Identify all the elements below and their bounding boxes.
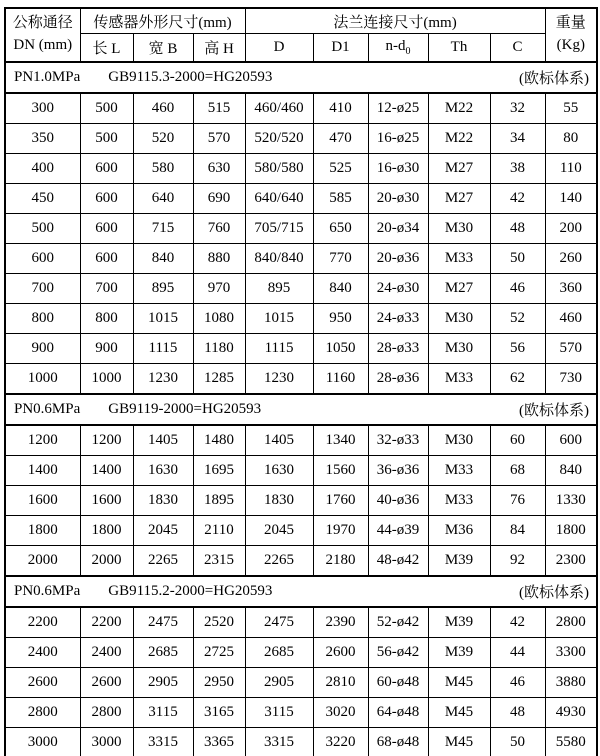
table-cell: 1200 [80,425,133,456]
table-cell: 1600 [80,486,133,516]
table-cell: 3165 [193,698,245,728]
table-row [5,668,597,698]
table-cell: 640 [133,184,193,214]
section-pressure-label: PN0.6MPa [14,583,81,599]
table-cell: 42 [490,184,545,214]
table-row [5,607,597,638]
col-header-ndo-main: n-d [385,38,406,54]
table-cell: 56-ø42 [368,638,428,668]
table-cell: M39 [428,638,490,668]
table-cell: 630 [193,154,245,184]
table-cell: M36 [428,516,490,546]
table-cell: 1200 [5,425,80,456]
table-cell: 28-ø36 [368,364,428,395]
table-cell: M30 [428,334,490,364]
section-header-cell [5,62,597,93]
col-header-width: 宽 B [133,34,193,63]
table-cell: 900 [80,334,133,364]
table-cell: 2950 [193,668,245,698]
table-cell: 1600 [5,486,80,516]
section-standard-label: GB9115.2-2000=HG20593 [108,583,273,599]
table-cell: 600 [80,154,133,184]
table-cell: M30 [428,304,490,334]
table-row [5,304,597,334]
table-cell: 260 [545,244,597,274]
table-cell: 2000 [5,546,80,577]
table-cell: 60-ø48 [368,668,428,698]
table-cell: 68-ø48 [368,728,428,756]
table-cell: 42 [490,607,545,638]
col-header-height: 高 H [193,34,245,63]
section-note-label: (欧标体系) [519,403,590,419]
table-cell: 20-ø36 [368,244,428,274]
table-cell: 84 [490,516,545,546]
table-cell: 1000 [80,364,133,395]
table-cell: 5580 [545,728,597,756]
table-cell: 64-ø48 [368,698,428,728]
table-cell: 3315 [133,728,193,756]
table-cell: 1050 [313,334,368,364]
col-header-th: Th [428,34,490,63]
section-pressure-label: PN0.6MPa [14,401,81,417]
table-cell: 2520 [193,607,245,638]
table-cell: 2475 [133,607,193,638]
table-cell: 3315 [245,728,313,756]
table-cell: 2685 [245,638,313,668]
table-cell: 2300 [545,546,597,577]
table-cell: 62 [490,364,545,395]
table-cell: 1800 [5,516,80,546]
table-cell: 730 [545,364,597,395]
col-header-weight-line2: (Kg) [556,37,585,53]
dimension-spec-table [4,7,598,756]
table-cell: 900 [5,334,80,364]
table-cell: 2810 [313,668,368,698]
table-row [5,456,597,486]
table-cell: 46 [490,274,545,304]
table-cell: 55 [545,93,597,124]
table-cell: 1230 [245,364,313,395]
col-header-dn-line1: 公称通径 [12,15,73,32]
table-cell: 450 [5,184,80,214]
table-cell: 52-ø42 [368,607,428,638]
table-cell: 580 [133,154,193,184]
table-cell: 3880 [545,668,597,698]
table-cell: 92 [490,546,545,577]
section-header-row [5,62,597,93]
table-cell: 1115 [245,334,313,364]
table-cell: 16-ø30 [368,154,428,184]
section-header-row [5,576,597,607]
table-cell: 48 [490,214,545,244]
table-row [5,274,597,304]
table-cell: 2045 [133,516,193,546]
table-cell: M33 [428,456,490,486]
table-cell: 12-ø25 [368,93,428,124]
table-cell: 880 [193,244,245,274]
table-cell: 3000 [80,728,133,756]
table-cell: 600 [80,184,133,214]
table-cell: 2600 [5,668,80,698]
table-cell: 28-ø33 [368,334,428,364]
table-cell: 52 [490,304,545,334]
section-pressure-label: PN1.0MPa [14,69,81,85]
table-cell: 44 [490,638,545,668]
table-cell: M22 [428,124,490,154]
table-cell: 1000 [5,364,80,395]
table-cell: 895 [133,274,193,304]
table-cell: 1970 [313,516,368,546]
table-cell: 350 [5,124,80,154]
table-cell: M33 [428,244,490,274]
table-cell: 2800 [5,698,80,728]
table-cell: 1160 [313,364,368,395]
table-cell: 2265 [245,546,313,577]
section-note-label: (欧标体系) [519,71,590,87]
table-cell: 1800 [545,516,597,546]
header-subcol-row [5,34,597,63]
table-cell: 600 [80,214,133,244]
table-cell: 48-ø42 [368,546,428,577]
table-cell: 1180 [193,334,245,364]
table-cell: M45 [428,698,490,728]
table-cell: 2390 [313,607,368,638]
col-group-flange: 法兰连接尺寸(mm) [245,8,545,34]
table-cell: 50 [490,244,545,274]
col-header-weight-line1: 重量 [555,15,586,32]
table-cell: 38 [490,154,545,184]
table-cell: 600 [5,244,80,274]
table-row [5,486,597,516]
table-cell: 2400 [5,638,80,668]
table-cell: 80 [545,124,597,154]
table-cell: 640/640 [245,184,313,214]
table-cell: 580/580 [245,154,313,184]
table-row [5,698,597,728]
table-cell: M22 [428,93,490,124]
table-cell: 1695 [193,456,245,486]
table-cell: 32-ø33 [368,425,428,456]
section-note-label: (欧标体系) [519,585,590,601]
section-header-cell [5,394,597,425]
table-cell: 44-ø39 [368,516,428,546]
table-cell: 1230 [133,364,193,395]
table-cell: 3020 [313,698,368,728]
table-cell: 2000 [80,546,133,577]
table-cell: 600 [80,244,133,274]
table-cell: 1015 [133,304,193,334]
table-cell: 460 [133,93,193,124]
table-cell: 20-ø30 [368,184,428,214]
table-cell: M33 [428,364,490,395]
table-cell: 24-ø30 [368,274,428,304]
table-cell: 2180 [313,546,368,577]
table-cell: 1015 [245,304,313,334]
table-cell: 3115 [245,698,313,728]
table-cell: 840 [545,456,597,486]
table-cell: 2045 [245,516,313,546]
table-cell: 36-ø36 [368,456,428,486]
table-cell: 3300 [545,638,597,668]
table-row [5,214,597,244]
table-cell: 515 [193,93,245,124]
table-cell: M45 [428,728,490,756]
section-standard-label: GB9115.3-2000=HG20593 [108,69,273,85]
table-cell: 1400 [80,456,133,486]
table-cell: 2685 [133,638,193,668]
table-cell: 705/715 [245,214,313,244]
table-cell: 1480 [193,425,245,456]
table-cell: 570 [545,334,597,364]
table-cell: 2110 [193,516,245,546]
table-cell: M30 [428,425,490,456]
table-cell: 32 [490,93,545,124]
table-cell: 110 [545,154,597,184]
table-cell: 500 [80,93,133,124]
col-header-weight [545,8,597,62]
section-header-row [5,394,597,425]
table-header [5,8,597,62]
table-cell: 2200 [5,607,80,638]
table-row [5,546,597,577]
table-cell: 520/520 [245,124,313,154]
table-cell: 2800 [80,698,133,728]
table-cell: 1115 [133,334,193,364]
table-cell: 760 [193,214,245,244]
header-group-row [5,8,597,34]
table-cell: 4930 [545,698,597,728]
section-header-cell [5,576,597,607]
table-cell: 1080 [193,304,245,334]
table-cell: 1830 [245,486,313,516]
table-row [5,425,597,456]
table-cell: 840 [133,244,193,274]
table-cell: 200 [545,214,597,244]
col-header-dn [5,8,80,62]
table-cell: 56 [490,334,545,364]
table-cell: 570 [193,124,245,154]
col-group-sensor: 传感器外形尺寸(mm) [80,8,245,34]
table-cell: 24-ø33 [368,304,428,334]
table-cell: 1895 [193,486,245,516]
col-header-d: D [245,34,313,63]
table-cell: 2600 [313,638,368,668]
table-cell: 2475 [245,607,313,638]
table-cell: 3220 [313,728,368,756]
table-cell: 800 [80,304,133,334]
table-cell: 48 [490,698,545,728]
table-cell: 1330 [545,486,597,516]
table-row [5,516,597,546]
table-cell: 2315 [193,546,245,577]
table-cell: 3115 [133,698,193,728]
table-cell: M27 [428,184,490,214]
table-cell: 520 [133,124,193,154]
table-cell: 1630 [245,456,313,486]
table-cell: 525 [313,154,368,184]
table-cell: M33 [428,486,490,516]
table-cell: 585 [313,184,368,214]
table-cell: 1340 [313,425,368,456]
table-row [5,154,597,184]
table-cell: 2200 [80,607,133,638]
table-cell: 1760 [313,486,368,516]
table-cell: 770 [313,244,368,274]
table-cell: 700 [80,274,133,304]
table-cell: 34 [490,124,545,154]
table-row [5,334,597,364]
table-cell: 60 [490,425,545,456]
table-cell: 800 [5,304,80,334]
table-cell: 3365 [193,728,245,756]
table-cell: 700 [5,274,80,304]
table-cell: 715 [133,214,193,244]
table-row [5,93,597,124]
table-cell: 1630 [133,456,193,486]
table-cell: 500 [80,124,133,154]
table-cell: 460 [545,304,597,334]
table-cell: 140 [545,184,597,214]
table-cell: M30 [428,214,490,244]
table-cell: 500 [5,214,80,244]
table-cell: 950 [313,304,368,334]
table-row [5,244,597,274]
table-cell: M39 [428,607,490,638]
table-cell: M27 [428,274,490,304]
table-cell: 690 [193,184,245,214]
table-cell: 650 [313,214,368,244]
section-standard-label: GB9119-2000=HG20593 [108,401,262,417]
col-header-ndo [368,34,428,63]
table-cell: 470 [313,124,368,154]
table-cell: M27 [428,154,490,184]
table-cell: 1560 [313,456,368,486]
table-cell: 1830 [133,486,193,516]
table-cell: 40-ø36 [368,486,428,516]
col-header-length: 长 L [80,34,133,63]
table-body [5,62,597,756]
table-cell: 840 [313,274,368,304]
table-cell: 2800 [545,607,597,638]
table-cell: M45 [428,668,490,698]
table-cell: 300 [5,93,80,124]
table-row [5,638,597,668]
table-cell: M39 [428,546,490,577]
table-cell: 360 [545,274,597,304]
table-cell: 76 [490,486,545,516]
table-cell: 1405 [245,425,313,456]
table-cell: 2905 [133,668,193,698]
table-cell: 400 [5,154,80,184]
col-header-d1: D1 [313,34,368,63]
table-cell: 460/460 [245,93,313,124]
table-cell: 2600 [80,668,133,698]
col-header-ndo-sub: 0 [405,46,411,57]
col-header-c: C [490,34,545,63]
table-cell: 895 [245,274,313,304]
table-row [5,184,597,214]
table-row [5,124,597,154]
table-cell: 16-ø25 [368,124,428,154]
table-cell: 2400 [80,638,133,668]
table-cell: 410 [313,93,368,124]
table-cell: 840/840 [245,244,313,274]
table-cell: 970 [193,274,245,304]
table-cell: 20-ø34 [368,214,428,244]
table-cell: 1285 [193,364,245,395]
table-cell: 50 [490,728,545,756]
table-row [5,728,597,756]
table-cell: 3000 [5,728,80,756]
col-header-dn-line2: DN (mm) [13,37,73,53]
table-row [5,364,597,395]
table-cell: 1800 [80,516,133,546]
table-cell: 2905 [245,668,313,698]
table-cell: 1400 [5,456,80,486]
table-cell: 600 [545,425,597,456]
table-cell: 68 [490,456,545,486]
table-cell: 1405 [133,425,193,456]
table-cell: 2265 [133,546,193,577]
table-cell: 2725 [193,638,245,668]
table-cell: 46 [490,668,545,698]
